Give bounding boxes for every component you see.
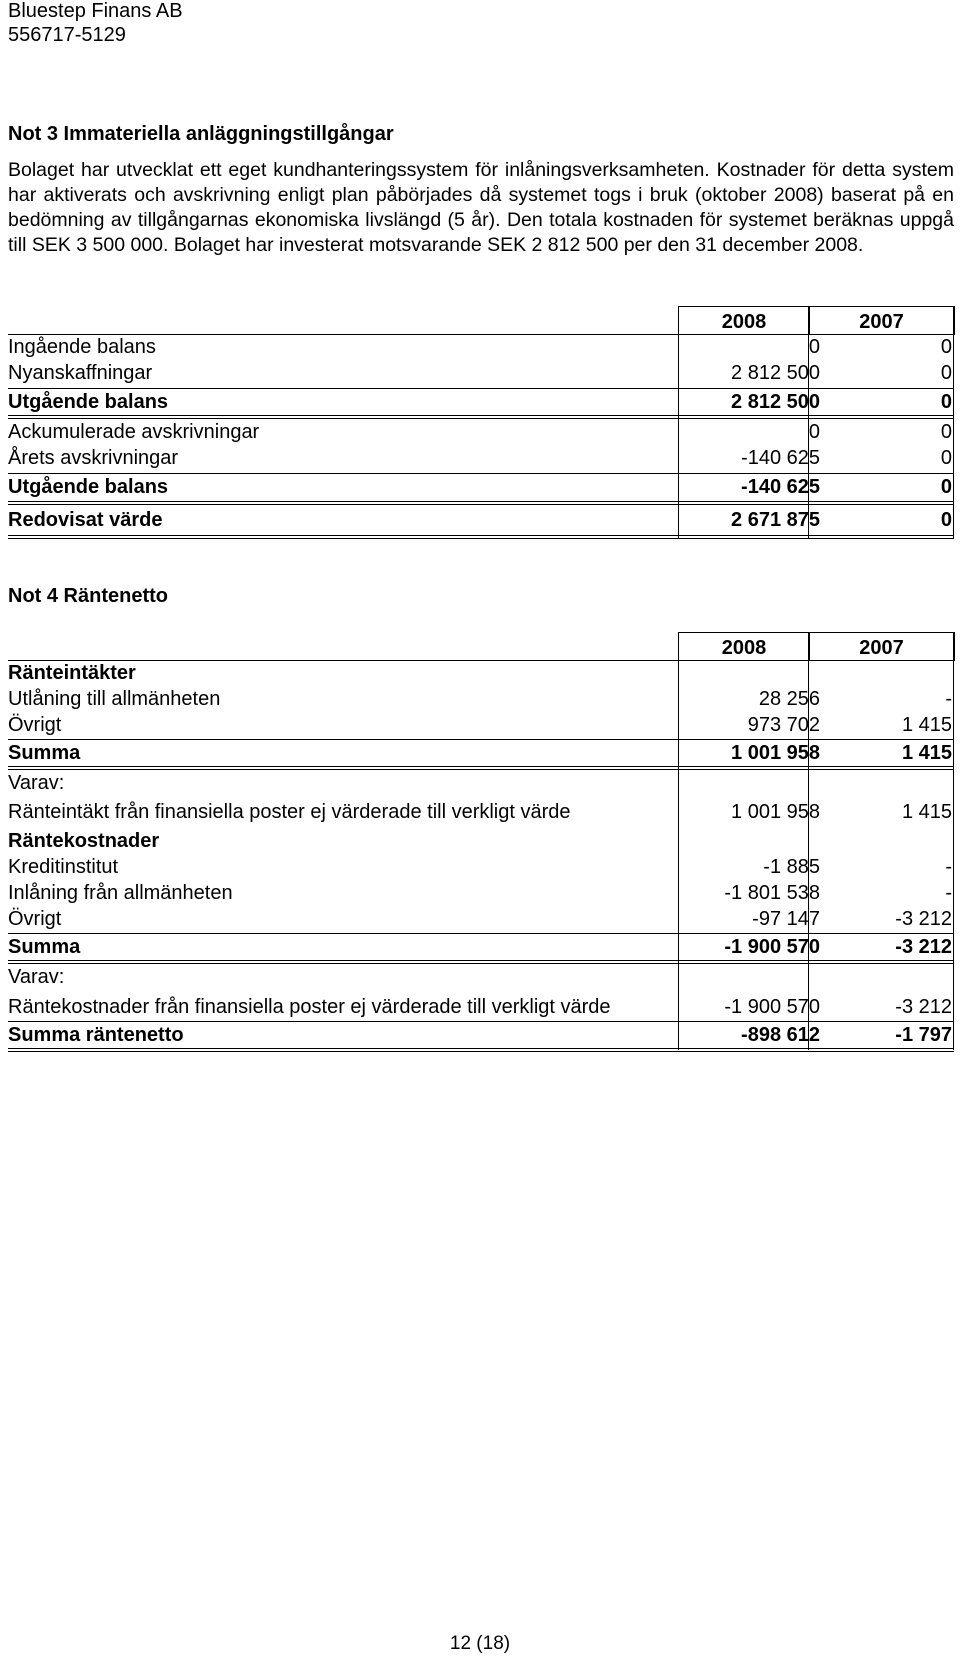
row-label: Inlåning från allmänheten	[8, 882, 233, 904]
row-label: Kreditinstitut	[8, 856, 119, 878]
row-label: Nyanskaffningar	[8, 362, 153, 384]
table-row	[8, 334, 954, 360]
value-2008: 1 001 958	[731, 801, 820, 823]
table-row	[8, 686, 954, 712]
table-row	[8, 854, 954, 880]
value-2008: -1 900 570	[724, 936, 820, 958]
row-label: Ackumulerade avskrivningar	[8, 421, 260, 443]
value-2007: 1 415	[901, 714, 952, 736]
value-2008: 0	[808, 421, 820, 443]
note3-col-2008: 2008	[678, 306, 810, 335]
value-2007: -	[945, 882, 952, 904]
value-2007: -3 212	[895, 996, 952, 1018]
row-label: Varav:	[8, 772, 65, 794]
note3-paragraph-text: Bolaget har utvecklat ett eget kundhanteringssystem för inlåningsverksamheten. Kostnader för detta system har aktiverats och avskrivning enligt plan påbörjades då systemet togs i bruk (oktober 2008) baserat på en bedömning av tillgångarnas ekonomiska livslängd (5 år). Den totala kostnaden för systemet beräknas uppgå till SEK 3 500 000. Bolaget har investerat motsvarande SEK 2 812 500 per den 31 december 2008.	[8, 159, 954, 256]
row-label: Ränteintäkt från finansiella poster ej värderade till verkligt värde	[8, 801, 571, 823]
value-2007: 0	[940, 476, 952, 498]
table-row	[8, 360, 954, 386]
note4-col-2007: 2007	[808, 632, 955, 661]
table-row	[8, 740, 954, 766]
table-row	[8, 389, 954, 415]
value-2008: 2 671 875	[731, 509, 820, 531]
row-label: Övrigt	[8, 714, 62, 736]
table-row	[8, 994, 954, 1020]
value-2008: -1 885	[763, 856, 820, 878]
value-2008: 1 001 958	[731, 742, 820, 764]
value-2008: 28 256	[758, 688, 820, 710]
value-2007: 0	[940, 336, 952, 358]
row-label: Räntekostnader	[8, 830, 160, 852]
value-2007: -	[945, 688, 952, 710]
note3-table	[8, 306, 954, 546]
value-2008: -898 612	[741, 1024, 820, 1046]
note3-double-rule	[8, 501, 954, 505]
table-row	[8, 712, 954, 738]
note3-double-rule	[8, 535, 954, 539]
row-label: Utgående balans	[8, 391, 169, 413]
value-2008: -97 147	[752, 908, 820, 930]
value-2007: 0	[940, 391, 952, 413]
row-label: Ränteintäkter	[8, 662, 136, 684]
note4-col-2008: 2008	[678, 632, 810, 661]
row-label: Årets avskrivningar	[8, 447, 179, 469]
value-2008: 2 812 500	[731, 391, 820, 413]
table-row	[8, 964, 954, 990]
value-2007: -3 212	[895, 936, 952, 958]
company-name: Bluestep Finans AB	[8, 0, 183, 22]
note3-paragraph	[8, 158, 954, 258]
value-2007: 0	[940, 509, 952, 531]
row-label: Räntekostnader från finansiella poster ej värderade till verkligt värde	[8, 996, 611, 1018]
note3-title: Not 3 Immateriella anläggningstillgångar	[8, 123, 394, 145]
row-label: Summa räntenetto	[8, 1024, 184, 1046]
value-2008: 973 702	[747, 714, 820, 736]
value-2007: 1 415	[901, 742, 952, 764]
row-label: Summa	[8, 936, 81, 958]
row-label: Övrigt	[8, 908, 62, 930]
table-row	[8, 880, 954, 906]
row-label: Redovisat värde	[8, 509, 163, 531]
value-2008: 2 812 500	[731, 362, 820, 384]
row-label: Utlåning till allmänheten	[8, 688, 221, 710]
value-2008: -1 801 538	[724, 882, 820, 904]
row-label: Varav:	[8, 966, 65, 988]
note4-title: Not 4 Räntenetto	[8, 585, 168, 607]
value-2007: 1 415	[901, 801, 952, 823]
table-row	[8, 419, 954, 445]
row-label: Ingående balans	[8, 336, 156, 358]
table-row	[8, 474, 954, 500]
table-row	[8, 828, 954, 854]
value-2007: 0	[940, 421, 952, 443]
row-label: Summa	[8, 742, 81, 764]
value-2008: -1 900 570	[724, 996, 820, 1018]
table-row	[8, 660, 954, 686]
value-2008: -140 625	[741, 476, 820, 498]
value-2008: 0	[808, 336, 820, 358]
value-2007: -1 797	[895, 1024, 952, 1046]
value-2007: 0	[940, 447, 952, 469]
table-row	[8, 770, 954, 796]
note4-double-rule	[8, 1048, 954, 1052]
row-label: Utgående balans	[8, 476, 169, 498]
value-2007: -	[945, 856, 952, 878]
table-row	[8, 799, 954, 825]
value-2007: 0	[940, 362, 952, 384]
table-row	[8, 906, 954, 932]
table-row	[8, 934, 954, 960]
value-2007: -3 212	[895, 908, 952, 930]
table-row	[8, 445, 954, 471]
note4-table	[8, 632, 954, 1057]
table-row	[8, 1022, 954, 1048]
page-number: 12 (18)	[449, 1633, 511, 1654]
table-row	[8, 507, 954, 533]
org-number: 556717-5129	[8, 24, 126, 46]
note3-col-2007: 2007	[808, 306, 955, 335]
value-2008: -140 625	[741, 447, 820, 469]
